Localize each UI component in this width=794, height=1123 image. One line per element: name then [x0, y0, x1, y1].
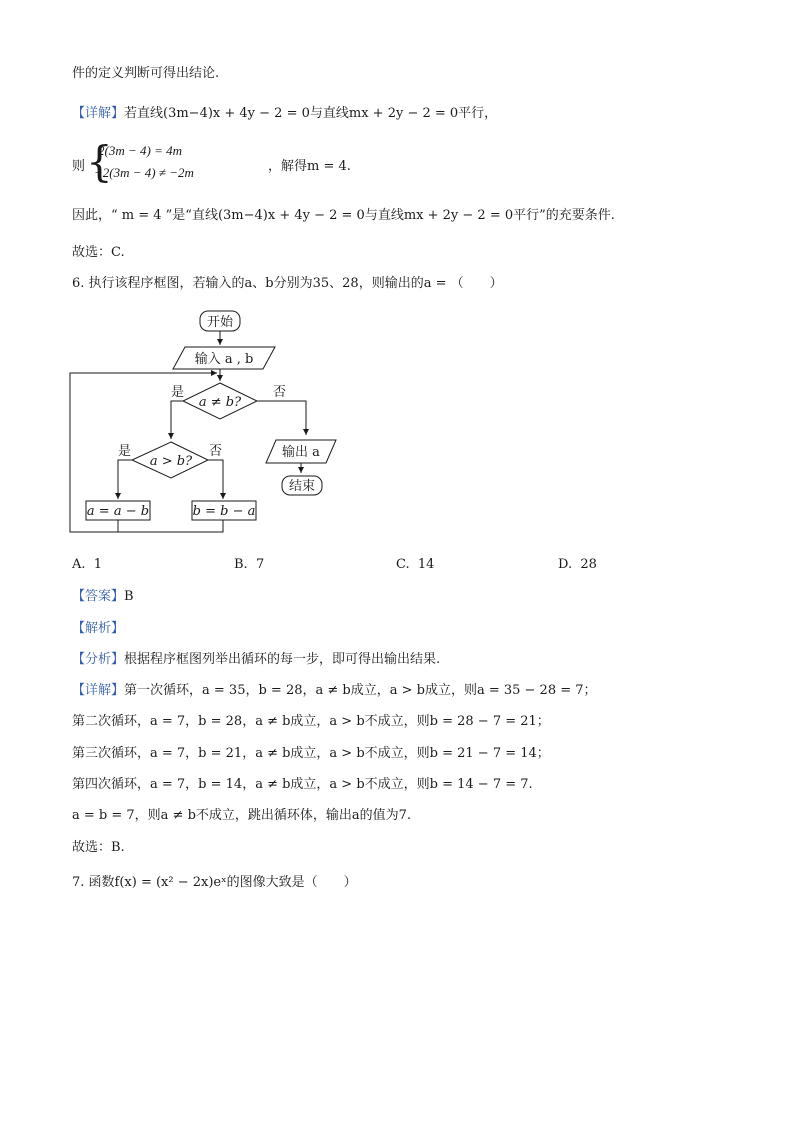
answer-tag: 【答案】 — [72, 589, 125, 604]
fenxi-text: 根据程序框图列举出循环的每一步，即可得出输出结果. — [124, 652, 441, 667]
fenxi-tag: 【分析】 — [72, 652, 125, 667]
cond2-label: a > b? — [149, 454, 193, 469]
system-result: ，解得m = 4. — [268, 159, 351, 174]
step-1-text: 第一次循环，a = 35，b = 28，a ≠ b成立，a > b成立，则a = 35 − 28 = 7； — [124, 683, 597, 698]
choice-value: 28 — [580, 557, 597, 572]
answer-line — [72, 587, 134, 607]
conclusion-b: 故选：B. — [72, 840, 125, 855]
question-7: 7. 函数f(x) = (x² − 2x)eˣ的图像大致是（ ） — [72, 875, 357, 890]
step-3: 第三次循环，a = 7，b = 21，a ≠ b成立，a > b不成立，则b = 21 − 7 = 14； — [72, 746, 550, 761]
fenxi-line — [72, 650, 440, 670]
equation-2: −2(3m − 4) ≠ −2m — [94, 165, 194, 180]
choice-value: 7 — [255, 557, 265, 572]
choice-line: 故选：C. — [72, 245, 125, 260]
choice-label: C. — [396, 557, 410, 572]
output-label: 输出 a — [282, 445, 320, 460]
step-1 — [72, 681, 597, 701]
choice-label: D. — [558, 557, 573, 572]
cond1-label: a ≠ b? — [198, 395, 242, 410]
step-4: 第四次循环，a = 7，b = 14，a ≠ b成立，a > b不成立，则b = 14 − 7 = 7. — [72, 777, 533, 792]
choice-list — [72, 557, 672, 577]
step-2: 第二次循环，a = 7，b = 28，a ≠ b成立，a > b不成立，则b = 28 − 7 = 21； — [72, 714, 550, 729]
detail-line — [72, 104, 497, 124]
cond2-no-label: 否 — [209, 444, 223, 459]
assign-a-label: a = a − b — [86, 504, 150, 519]
system-lead: 则 — [72, 159, 86, 174]
analysis-tag: 【解析】 — [72, 621, 125, 636]
flowchart — [60, 305, 360, 545]
cond2-yes-label: 是 — [118, 444, 132, 459]
question-6: 6. 执行该程序框图，若输入的a、b分别为35、28，则输出的a = （ ） — [72, 276, 503, 291]
choice-a[interactable] — [72, 557, 102, 572]
detail-tag: 【详解】 — [72, 106, 125, 121]
conclusion-line: 因此，“ m = 4 ”是“直线(3m−4)x + 4y − 2 = 0与直线mx + 2y − 2 = 0平行”的充要条件. — [72, 208, 615, 223]
step-5: a = b = 7，则a ≠ b不成立，跳出循环体，输出a的值为7. — [72, 808, 412, 823]
choice-label: B. — [234, 557, 248, 572]
cond1-no-label: 否 — [273, 385, 287, 400]
detail-text: 若直线(3m−4)x + 4y − 2 = 0与直线mx + 2y − 2 = 0平行， — [124, 106, 498, 121]
assign-b-label: b = b − a — [192, 504, 256, 519]
choice-value: 14 — [417, 557, 435, 572]
text-line: 件的定义判断可得出结论. — [72, 66, 220, 81]
equation-1: 2(3m − 4) = 4m — [98, 143, 182, 158]
cond1-yes-label: 是 — [171, 385, 185, 400]
choice-c[interactable] — [396, 557, 434, 572]
end-label: 结束 — [288, 479, 316, 494]
choice-b[interactable] — [234, 557, 264, 572]
choice-label: A. — [72, 557, 86, 572]
detail-tag-2: 【详解】 — [72, 683, 125, 698]
answer-value: B — [124, 589, 134, 604]
input-label: 输入 a , b — [194, 352, 254, 367]
start-label: 开始 — [206, 315, 234, 330]
left-brace-icon: { — [86, 137, 113, 186]
choice-d[interactable] — [558, 557, 597, 572]
choice-value: 1 — [93, 557, 103, 572]
